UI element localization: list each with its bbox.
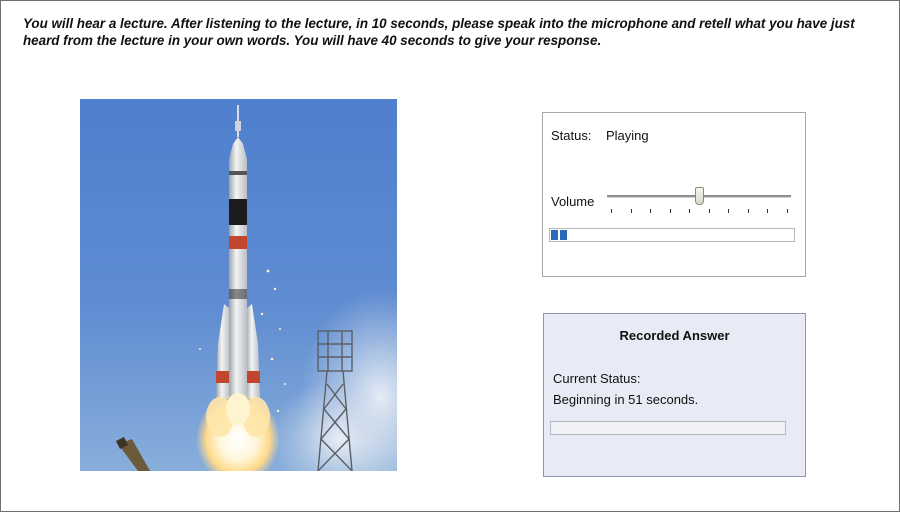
recording-progress-bar	[550, 421, 786, 435]
progress-block	[551, 230, 558, 240]
volume-tick	[767, 209, 768, 213]
volume-tick	[611, 209, 612, 213]
player-status-label: Status:	[551, 128, 592, 143]
instructions-text: You will hear a lecture. After listening to the lecture, in 10 seconds, please speak into the microphone and retell what you have just heard from the lecture in your own words. You will have 40 seconds to give your response.	[23, 16, 855, 48]
progress-block	[560, 230, 567, 240]
audio-player-panel	[542, 112, 806, 277]
volume-tick	[631, 209, 632, 213]
volume-tick	[670, 209, 671, 213]
volume-tick	[728, 209, 729, 213]
volume-tick	[650, 209, 651, 213]
rocket-launch-image	[80, 99, 397, 471]
volume-label: Volume	[551, 194, 595, 209]
volume-tick	[689, 209, 690, 213]
current-status-label: Current Status:	[553, 371, 641, 386]
audio-progress-bar	[549, 228, 795, 242]
volume-tick	[748, 209, 749, 213]
recorded-answer-title: Recorded Answer	[619, 328, 730, 343]
volume-tick	[709, 209, 710, 213]
volume-slider-thumb[interactable]	[695, 187, 704, 205]
volume-tick	[787, 209, 788, 213]
recorded-answer-panel	[543, 313, 806, 477]
player-status-value: Playing	[606, 128, 649, 143]
current-status-value: Beginning in 51 seconds.	[553, 392, 699, 407]
